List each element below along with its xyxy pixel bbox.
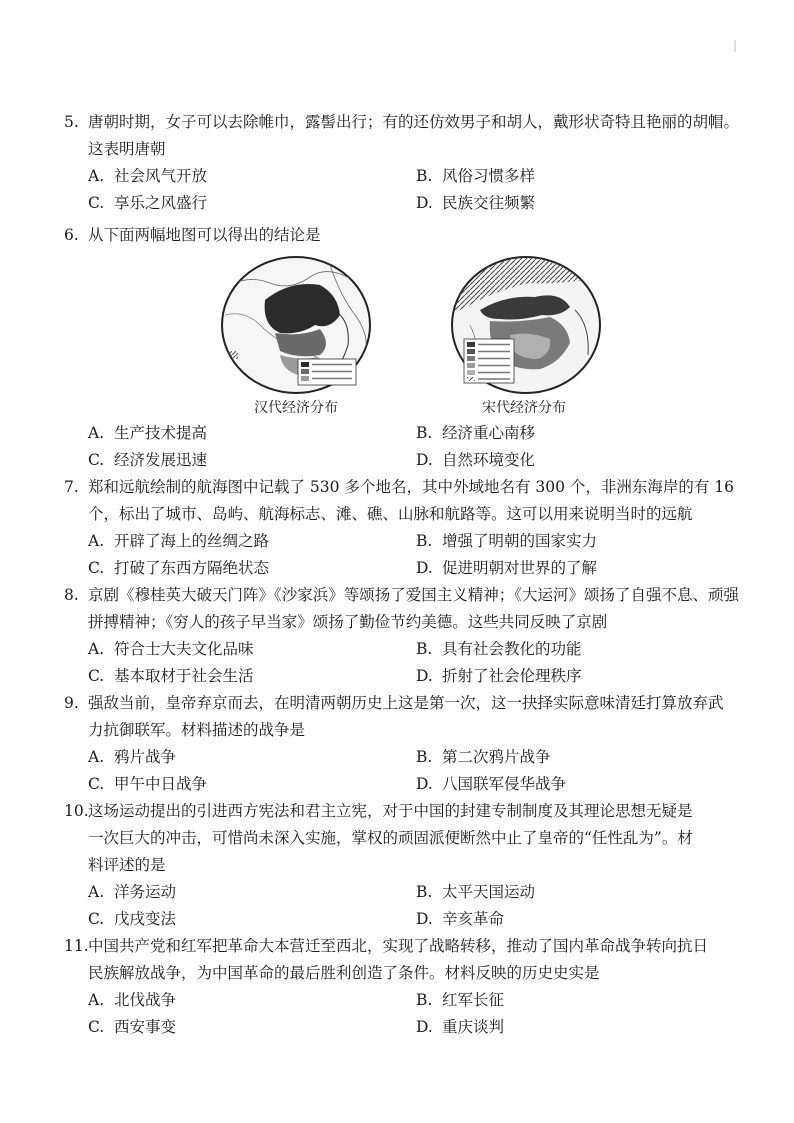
option-c[interactable]: C. 甲午中日战争 (88, 775, 208, 793)
options (64, 163, 794, 217)
option-c[interactable]: C. 戊戌变法 (88, 910, 177, 928)
option-b[interactable]: B. 第二次鸦片战争 (416, 748, 551, 766)
question-stem: 10.这场运动提出的引进西方宪法和君主立宪，对于中国的封建专制制度及其理论思想无疑是 (64, 802, 693, 820)
options (64, 420, 794, 474)
song-map-image (450, 255, 602, 395)
option-a[interactable]: A. 开辟了海上的丝绸之路 (88, 532, 270, 550)
option-d[interactable]: D. 八国联军侵华战争 (416, 775, 567, 793)
option-a[interactable]: A. 符合士大夫文化品味 (88, 640, 254, 658)
question-stem: 6. 从下面两幅地图可以得出的结论是 (64, 226, 321, 244)
option-a[interactable]: A. 洋务运动 (88, 883, 177, 901)
question-7 (64, 474, 794, 582)
question-stem: 11.中国共产党和红军把革命大本营迁至西北，实现了战略转移，推动了国内革命战争转向抗日 (64, 937, 709, 955)
question-6 (64, 222, 794, 249)
question-stem-cont: 个，标出了城市、岛屿、航海标志、滩、礁、山脉和航路等。这可以用来说明当时的远航 (88, 505, 693, 523)
options (64, 744, 794, 798)
option-c[interactable]: C. 享乐之风盛行 (88, 194, 208, 212)
option-a[interactable]: A. 北伐战争 (88, 991, 177, 1009)
option-b[interactable]: B. 太平天国运动 (416, 883, 536, 901)
option-d[interactable]: D. 辛亥革命 (416, 910, 505, 928)
question-stem-cont: 拼搏精神；《穷人的孩子早当家》颂扬了勤俭节约美德。这些共同反映了京剧 (88, 613, 608, 631)
option-c[interactable]: C. 西安事变 (88, 1018, 177, 1036)
question-stem: 5. 唐朝时期，女子可以去除帷巾，露髻出行；有的还仿效男子和胡人，戴形状奇特且艳丽的胡帽。 (64, 113, 740, 131)
option-d[interactable]: D. 折射了社会伦理秩序 (416, 667, 582, 685)
han-map-caption: 汉代经济分布 (254, 400, 338, 416)
options (64, 528, 794, 582)
scan-mark (734, 40, 736, 52)
question-8 (64, 582, 794, 690)
option-a[interactable]: A. 社会风气开放 (88, 167, 208, 185)
option-c[interactable]: C. 打破了东西方隔绝状态 (88, 559, 270, 577)
question-stem-cont: 料评述的是 (88, 856, 166, 874)
question-stem-cont: 这表明唐朝 (88, 140, 166, 158)
option-b[interactable]: B. 具有社会教化的功能 (416, 640, 582, 658)
question-stem: 7. 郑和远航绘制的航海图中记载了 530 多个地名，其中外域地名有 300 个，非洲东海岸的有 16 (64, 478, 735, 496)
option-b[interactable]: B. 增强了明朝的国家实力 (416, 532, 598, 550)
options (64, 879, 794, 933)
song-map-caption: 宋代经济分布 (482, 400, 566, 416)
option-d[interactable]: D. 自然环境变化 (416, 451, 536, 469)
option-a[interactable]: A. 生产技术提高 (88, 424, 208, 442)
option-d[interactable]: D. 重庆谈判 (416, 1018, 505, 1036)
han-economy-map (220, 255, 372, 416)
question-5 (64, 109, 794, 217)
option-c[interactable]: C. 经济发展迅速 (88, 451, 208, 469)
option-b[interactable]: B. 红军长征 (416, 991, 505, 1009)
option-a[interactable]: A. 鸦片战争 (88, 748, 177, 766)
option-b[interactable]: B. 经济重心南移 (416, 424, 536, 442)
question-stem-cont: 力抗御联军。材料描述的战争是 (88, 721, 306, 739)
han-map-image (220, 255, 372, 395)
maps-figure (220, 255, 600, 425)
song-economy-map (450, 255, 602, 416)
question-stem: 9. 强敌当前，皇帝弃京而去，在明清两朝历史上这是第一次，这一抉择实际意味清廷打算放弃武 (64, 694, 724, 712)
option-b[interactable]: B. 风俗习惯多样 (416, 167, 536, 185)
option-d[interactable]: D. 民族交往频繁 (416, 194, 536, 212)
option-c[interactable]: C. 基本取材于社会生活 (88, 667, 254, 685)
question-stem: 8. 京剧《穆桂英大破天门阵》《沙家浜》等颂扬了爱国主义精神；《大运河》颂扬了自强不息、顽强 (64, 586, 740, 604)
question-6-options (64, 420, 794, 474)
options (64, 636, 794, 690)
question-stem-cont: 一次巨大的冲击，可惜尚未深入实施，掌权的顽固派便断然中止了皇帝的“任性乱为”。材 (88, 829, 693, 847)
question-11 (64, 933, 794, 1041)
question-stem-cont: 民族解放战争，为中国革命的最后胜利创造了条件。材料反映的历史史实是 (88, 964, 600, 982)
option-d[interactable]: D. 促进明朝对世界的了解 (416, 559, 598, 577)
question-10 (64, 798, 794, 933)
options (64, 987, 794, 1041)
question-9 (64, 690, 794, 798)
